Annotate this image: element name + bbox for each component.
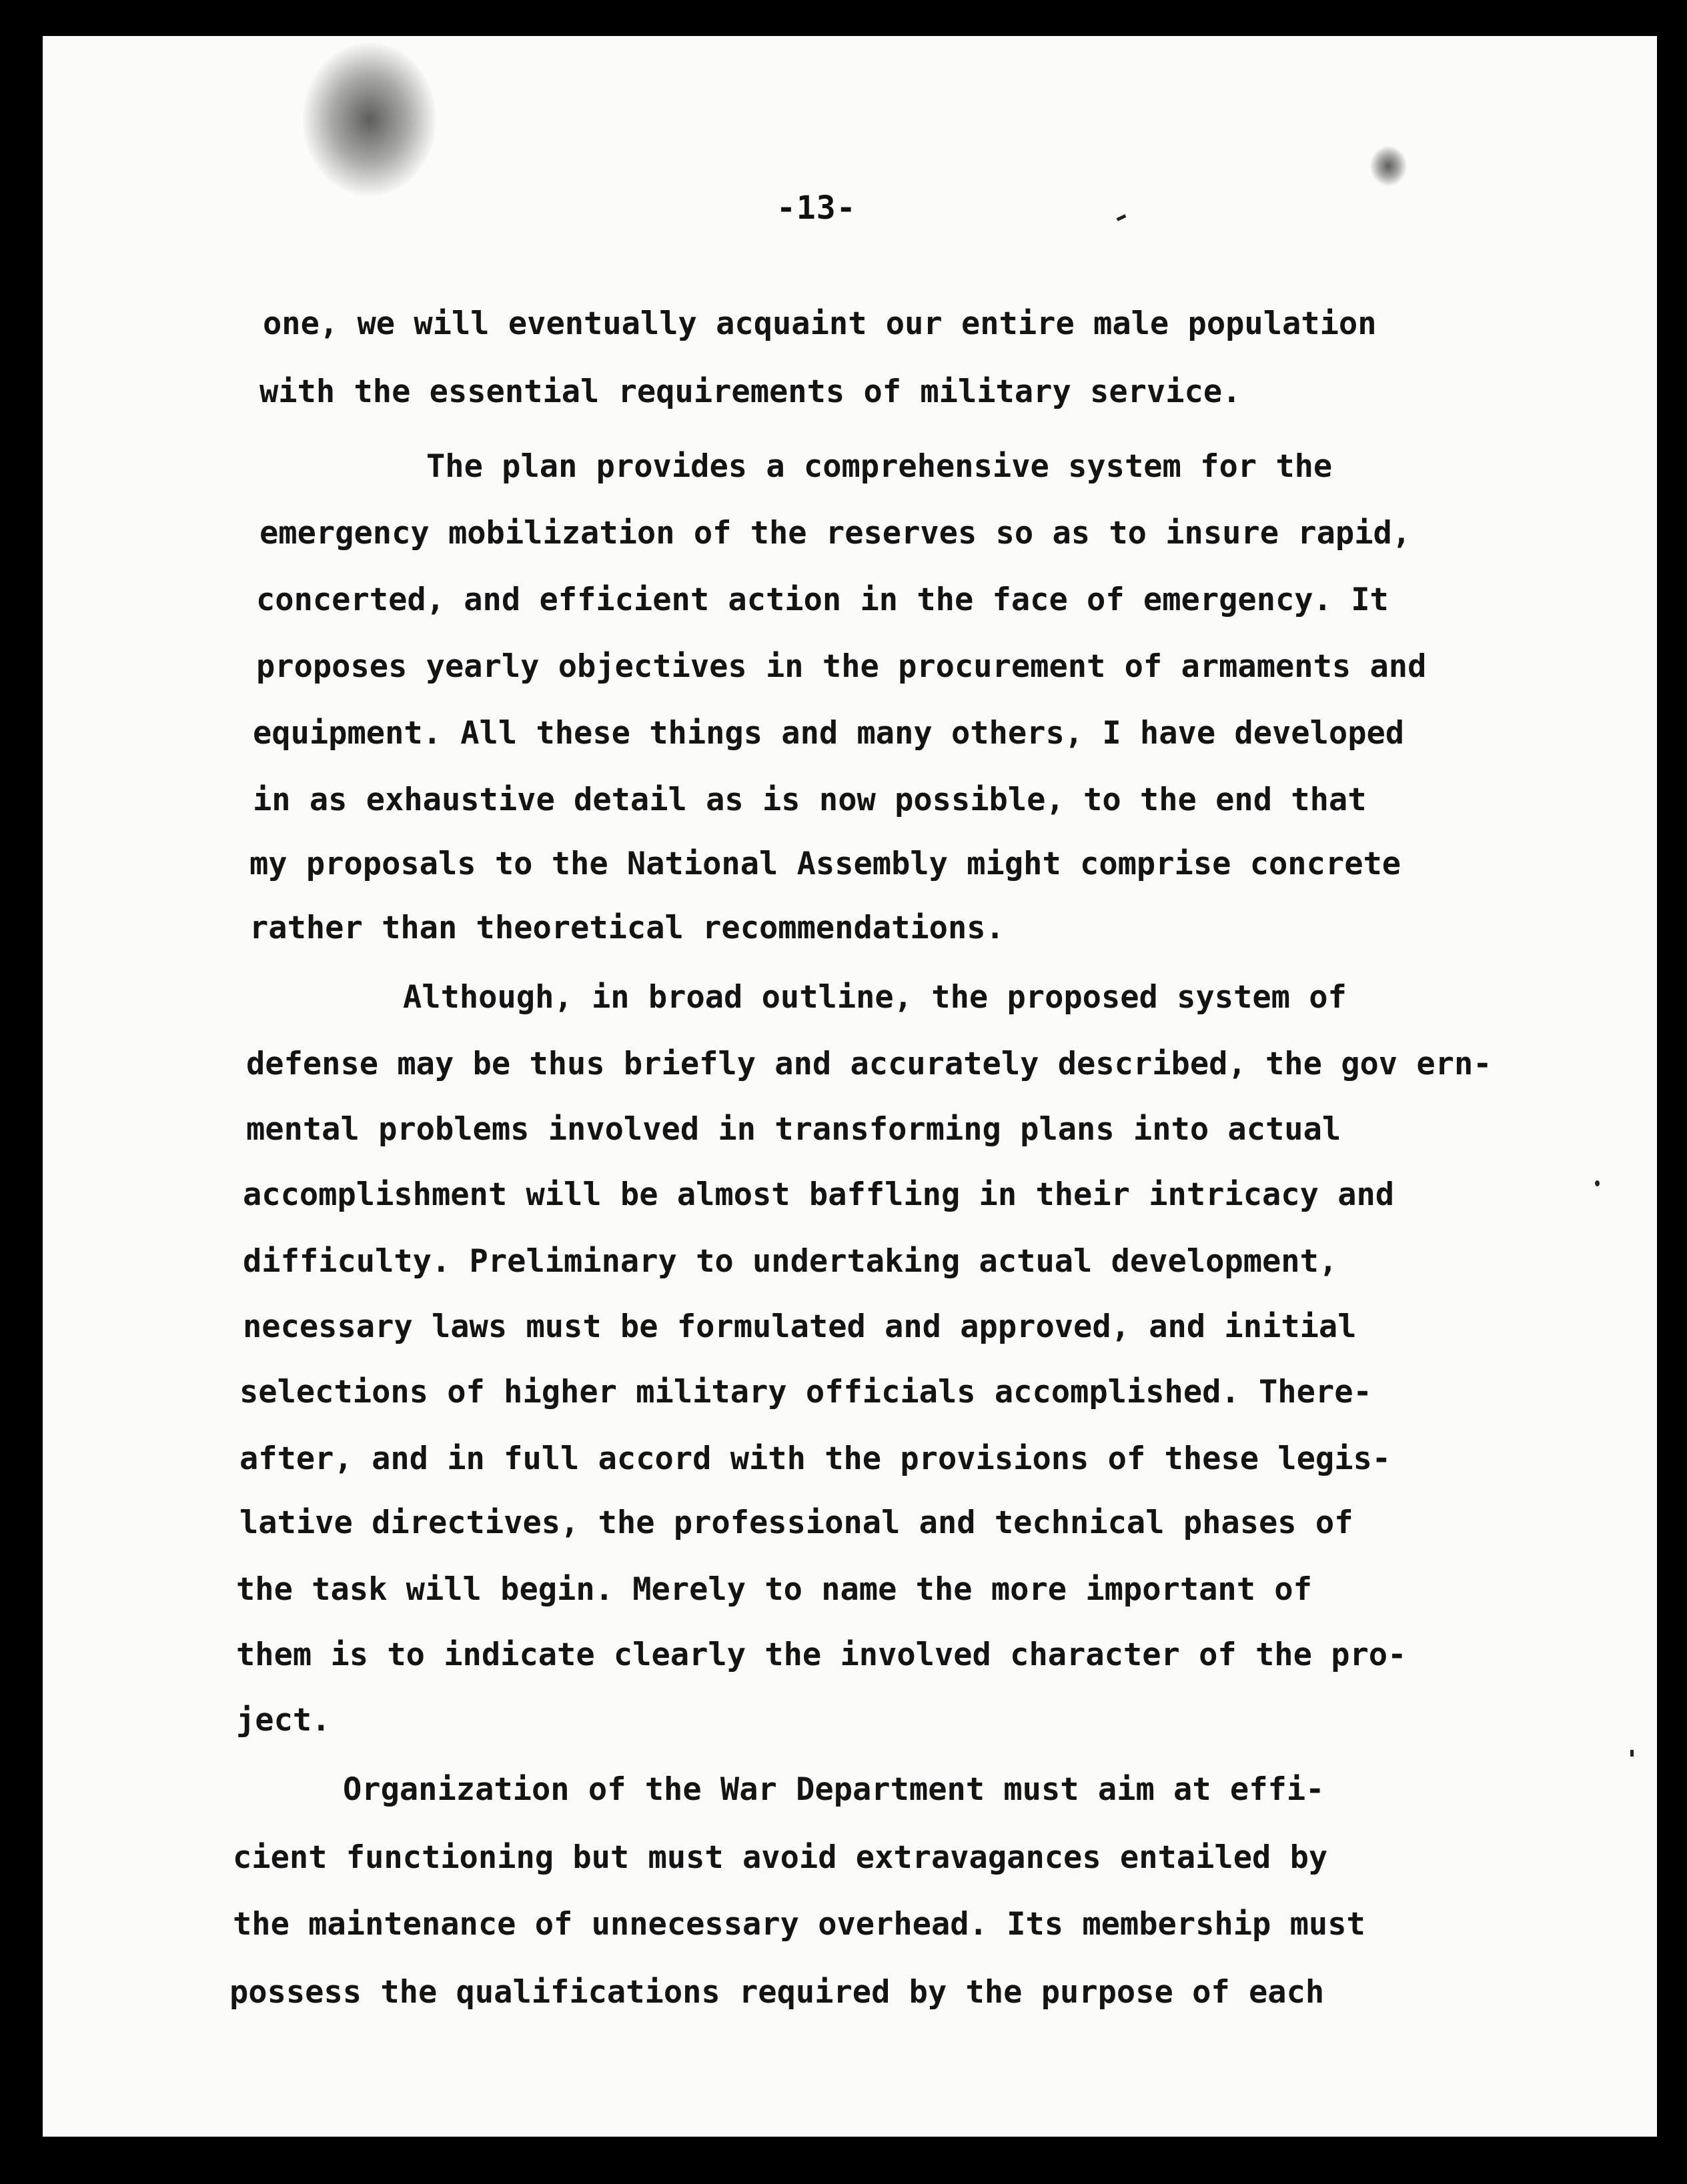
stray-mark bbox=[1117, 214, 1127, 221]
text-line: difficulty. Preliminary to undertaking actual development, bbox=[243, 1243, 1338, 1280]
text-line: equipment. All these things and many others, I have developed bbox=[253, 715, 1405, 752]
text-line: one, we will eventually acquaint our entire male population bbox=[263, 305, 1377, 342]
text-line: lative directives, the professional and technical phases of bbox=[239, 1504, 1353, 1541]
text-line: in as exhaustive detail as is now possible, to the end that bbox=[253, 782, 1367, 818]
text-line: possess the qualifications required by the purpose of each bbox=[229, 1974, 1325, 2011]
text-line: proposes yearly objectives in the procurement of armaments and bbox=[256, 648, 1427, 685]
text-line: Organization of the War Department must aim at effi- bbox=[343, 1771, 1325, 1808]
text-line: the task will begin. Merely to name the more important of bbox=[236, 1571, 1312, 1608]
stray-mark bbox=[1595, 1180, 1600, 1186]
ink-smudge bbox=[303, 43, 436, 196]
text-line: mental problems involved in transforming plans into actual bbox=[246, 1111, 1341, 1148]
ink-spot bbox=[1370, 146, 1407, 186]
text-line: rather than theoretical recommendations. bbox=[249, 910, 1005, 946]
text-line: after, and in full accord with the provisions of these legis- bbox=[239, 1440, 1391, 1477]
text-line: The plan provides a comprehensive system for the bbox=[426, 448, 1333, 485]
text-line: Although, in broad outline, the proposed system of bbox=[403, 979, 1347, 1016]
text-line: cient functioning but must avoid extravagances entailed by bbox=[233, 1839, 1328, 1876]
text-line: them is to indicate clearly the involved character of the pro- bbox=[236, 1636, 1407, 1673]
text-line: emergency mobilization of the reserves so as to insure rapid, bbox=[259, 515, 1412, 552]
text-line: accomplishment will be almost baffling in their intricacy and bbox=[243, 1176, 1395, 1213]
page-number: -13- bbox=[776, 189, 857, 227]
text-line: defense may be thus briefly and accurately described, the gov ern- bbox=[246, 1046, 1492, 1082]
text-line: necessary laws must be formulated and approved, and initial bbox=[243, 1308, 1357, 1345]
text-line: ject. bbox=[236, 1702, 331, 1739]
document-page bbox=[43, 36, 1657, 2137]
stray-mark bbox=[1630, 1750, 1634, 1757]
text-line: concerted, and efficient action in the face of emergency. It bbox=[256, 582, 1389, 618]
text-line: the maintenance of unnecessary overhead. Its membership must bbox=[233, 1906, 1365, 1943]
text-line: selections of higher military officials accomplished. There- bbox=[239, 1374, 1372, 1410]
text-line: with the essential requirements of military service. bbox=[259, 373, 1241, 410]
text-line: my proposals to the National Assembly might comprise concrete bbox=[249, 846, 1401, 882]
